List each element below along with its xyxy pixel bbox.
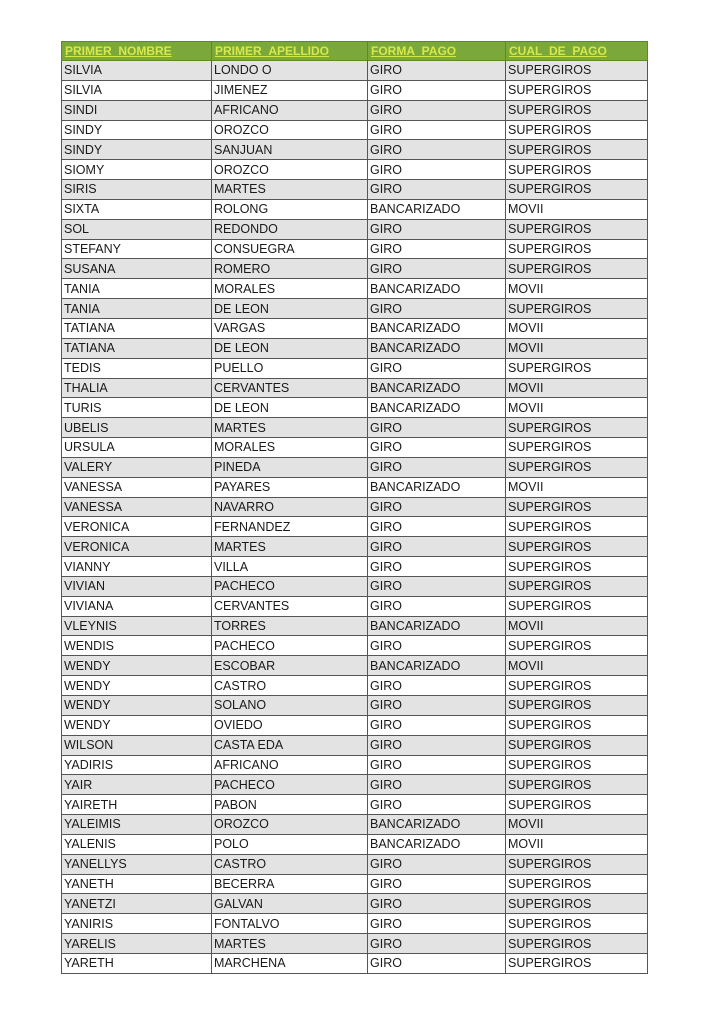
cell-forma-pago: GIRO [368, 100, 506, 120]
cell-primer-apellido: FERNANDEZ [212, 517, 368, 537]
table-row [62, 299, 648, 319]
header-forma-pago: FORMA_PAGO [368, 42, 506, 61]
cell-primer-apellido: ESCOBAR [212, 656, 368, 676]
cell-cual-de-pago: SUPERGIROS [506, 457, 648, 477]
cell-primer-nombre: YALEIMIS [62, 815, 212, 835]
cell-forma-pago: GIRO [368, 576, 506, 596]
cell-forma-pago: GIRO [368, 596, 506, 616]
cell-forma-pago: BANCARIZADO [368, 815, 506, 835]
cell-cual-de-pago: SUPERGIROS [506, 239, 648, 259]
cell-cual-de-pago: SUPERGIROS [506, 894, 648, 914]
table-row [62, 120, 648, 140]
table-row [62, 616, 648, 636]
cell-primer-nombre: WENDY [62, 696, 212, 716]
cell-primer-apellido: PACHECO [212, 775, 368, 795]
cell-primer-apellido: VARGAS [212, 318, 368, 338]
cell-primer-nombre: SILVIA [62, 61, 212, 81]
cell-forma-pago: BANCARIZADO [368, 834, 506, 854]
cell-primer-nombre: YANIRIS [62, 914, 212, 934]
cell-primer-apellido: MORALES [212, 279, 368, 299]
cell-forma-pago: GIRO [368, 676, 506, 696]
cell-primer-nombre: SIRIS [62, 180, 212, 200]
cell-primer-apellido: MARTES [212, 418, 368, 438]
cell-primer-nombre: SINDY [62, 120, 212, 140]
cell-forma-pago: GIRO [368, 418, 506, 438]
cell-primer-apellido: SANJUAN [212, 140, 368, 160]
cell-primer-nombre: YARELIS [62, 934, 212, 954]
cell-cual-de-pago: SUPERGIROS [506, 953, 648, 973]
cell-cual-de-pago: SUPERGIROS [506, 160, 648, 180]
cell-cual-de-pago: MOVII [506, 477, 648, 497]
cell-primer-nombre: WENDY [62, 715, 212, 735]
table-row [62, 61, 648, 81]
cell-cual-de-pago: SUPERGIROS [506, 120, 648, 140]
cell-primer-nombre: TURIS [62, 398, 212, 418]
payment-table [61, 41, 648, 974]
table-row [62, 100, 648, 120]
cell-primer-apellido: FONTALVO [212, 914, 368, 934]
cell-cual-de-pago: SUPERGIROS [506, 755, 648, 775]
cell-primer-apellido: MARCHENA [212, 953, 368, 973]
cell-cual-de-pago: SUPERGIROS [506, 438, 648, 458]
header-primer-nombre: PRIMER_NOMBRE [62, 42, 212, 61]
cell-forma-pago: GIRO [368, 497, 506, 517]
table-row [62, 735, 648, 755]
cell-cual-de-pago: SUPERGIROS [506, 61, 648, 81]
cell-primer-nombre: STEFANY [62, 239, 212, 259]
cell-primer-nombre: YARETH [62, 953, 212, 973]
table-row [62, 676, 648, 696]
cell-forma-pago: GIRO [368, 120, 506, 140]
cell-cual-de-pago: MOVII [506, 378, 648, 398]
cell-cual-de-pago: SUPERGIROS [506, 696, 648, 716]
header-row [62, 42, 648, 61]
cell-primer-nombre: VIANNY [62, 557, 212, 577]
table-row [62, 279, 648, 299]
cell-cual-de-pago: MOVII [506, 279, 648, 299]
cell-primer-apellido: DE LEON [212, 338, 368, 358]
cell-primer-apellido: CONSUEGRA [212, 239, 368, 259]
cell-forma-pago: GIRO [368, 636, 506, 656]
cell-primer-nombre: TATIANA [62, 338, 212, 358]
cell-primer-apellido: VILLA [212, 557, 368, 577]
cell-primer-nombre: SINDY [62, 140, 212, 160]
cell-cual-de-pago: SUPERGIROS [506, 934, 648, 954]
cell-cual-de-pago: SUPERGIROS [506, 537, 648, 557]
table-row [62, 795, 648, 815]
cell-primer-apellido: OROZCO [212, 815, 368, 835]
cell-primer-apellido: ROLONG [212, 199, 368, 219]
cell-forma-pago: BANCARIZADO [368, 398, 506, 418]
cell-primer-nombre: YAIR [62, 775, 212, 795]
cell-primer-nombre: TATIANA [62, 318, 212, 338]
cell-primer-apellido: CASTRO [212, 854, 368, 874]
cell-forma-pago: BANCARIZADO [368, 656, 506, 676]
cell-cual-de-pago: SUPERGIROS [506, 914, 648, 934]
cell-primer-apellido: SOLANO [212, 696, 368, 716]
cell-forma-pago: BANCARIZADO [368, 378, 506, 398]
table-row [62, 576, 648, 596]
cell-primer-apellido: BECERRA [212, 874, 368, 894]
table-row [62, 398, 648, 418]
cell-cual-de-pago: MOVII [506, 199, 648, 219]
cell-cual-de-pago: SUPERGIROS [506, 596, 648, 616]
cell-forma-pago: GIRO [368, 259, 506, 279]
cell-cual-de-pago: SUPERGIROS [506, 636, 648, 656]
cell-cual-de-pago: SUPERGIROS [506, 140, 648, 160]
cell-forma-pago: GIRO [368, 299, 506, 319]
cell-forma-pago: GIRO [368, 557, 506, 577]
cell-primer-apellido: DE LEON [212, 398, 368, 418]
cell-forma-pago: GIRO [368, 517, 506, 537]
cell-forma-pago: GIRO [368, 438, 506, 458]
cell-primer-apellido: OROZCO [212, 160, 368, 180]
cell-primer-nombre: VANESSA [62, 497, 212, 517]
table-row [62, 259, 648, 279]
cell-cual-de-pago: SUPERGIROS [506, 259, 648, 279]
cell-forma-pago: GIRO [368, 715, 506, 735]
table-row [62, 557, 648, 577]
table-body [62, 61, 648, 974]
cell-primer-nombre: WENDIS [62, 636, 212, 656]
cell-cual-de-pago: MOVII [506, 834, 648, 854]
table-row [62, 497, 648, 517]
cell-primer-apellido: POLO [212, 834, 368, 854]
cell-cual-de-pago: SUPERGIROS [506, 180, 648, 200]
cell-cual-de-pago: SUPERGIROS [506, 418, 648, 438]
cell-primer-apellido: REDONDO [212, 219, 368, 239]
cell-cual-de-pago: SUPERGIROS [506, 517, 648, 537]
table-row [62, 160, 648, 180]
cell-primer-nombre: THALIA [62, 378, 212, 398]
cell-cual-de-pago: SUPERGIROS [506, 557, 648, 577]
header-cual-de-pago: CUAL_DE_PAGO [506, 42, 648, 61]
cell-primer-nombre: SIOMY [62, 160, 212, 180]
cell-primer-apellido: PINEDA [212, 457, 368, 477]
cell-primer-nombre: WENDY [62, 656, 212, 676]
cell-primer-nombre: UBELIS [62, 418, 212, 438]
cell-forma-pago: GIRO [368, 894, 506, 914]
cell-cual-de-pago: SUPERGIROS [506, 299, 648, 319]
cell-forma-pago: GIRO [368, 696, 506, 716]
table-row [62, 180, 648, 200]
table-row [62, 318, 648, 338]
cell-primer-apellido: CERVANTES [212, 596, 368, 616]
cell-cual-de-pago: SUPERGIROS [506, 795, 648, 815]
table-row [62, 636, 648, 656]
cell-cual-de-pago: MOVII [506, 616, 648, 636]
cell-primer-nombre: SUSANA [62, 259, 212, 279]
table-row [62, 80, 648, 100]
cell-primer-nombre: YADIRIS [62, 755, 212, 775]
cell-primer-apellido: OVIEDO [212, 715, 368, 735]
cell-primer-apellido: OROZCO [212, 120, 368, 140]
cell-primer-nombre: TEDIS [62, 358, 212, 378]
cell-cual-de-pago: MOVII [506, 656, 648, 676]
cell-forma-pago: GIRO [368, 457, 506, 477]
cell-primer-apellido: CASTA EDA [212, 735, 368, 755]
cell-forma-pago: GIRO [368, 775, 506, 795]
cell-forma-pago: GIRO [368, 755, 506, 775]
table-row [62, 874, 648, 894]
cell-forma-pago: GIRO [368, 874, 506, 894]
cell-primer-nombre: VANESSA [62, 477, 212, 497]
cell-primer-apellido: AFRICANO [212, 755, 368, 775]
cell-forma-pago: GIRO [368, 735, 506, 755]
cell-primer-nombre: VALERY [62, 457, 212, 477]
cell-forma-pago: BANCARIZADO [368, 616, 506, 636]
table-row [62, 438, 648, 458]
table-row [62, 775, 648, 795]
cell-cual-de-pago: SUPERGIROS [506, 497, 648, 517]
cell-cual-de-pago: SUPERGIROS [506, 775, 648, 795]
cell-primer-apellido: JIMENEZ [212, 80, 368, 100]
cell-primer-nombre: SILVIA [62, 80, 212, 100]
cell-forma-pago: BANCARIZADO [368, 477, 506, 497]
cell-primer-apellido: MARTES [212, 934, 368, 954]
cell-cual-de-pago: SUPERGIROS [506, 874, 648, 894]
cell-cual-de-pago: SUPERGIROS [506, 100, 648, 120]
cell-forma-pago: GIRO [368, 914, 506, 934]
table-row [62, 656, 648, 676]
table-row [62, 696, 648, 716]
cell-primer-apellido: MARTES [212, 537, 368, 557]
cell-forma-pago: GIRO [368, 140, 506, 160]
cell-primer-nombre: WILSON [62, 735, 212, 755]
cell-forma-pago: GIRO [368, 180, 506, 200]
cell-primer-nombre: YANELLYS [62, 854, 212, 874]
cell-primer-nombre: WENDY [62, 676, 212, 696]
cell-primer-apellido: MARTES [212, 180, 368, 200]
cell-cual-de-pago: SUPERGIROS [506, 715, 648, 735]
cell-forma-pago: GIRO [368, 239, 506, 259]
cell-primer-nombre: YAIRETH [62, 795, 212, 815]
table-row [62, 815, 648, 835]
cell-cual-de-pago: MOVII [506, 398, 648, 418]
cell-primer-nombre: TANIA [62, 299, 212, 319]
cell-primer-nombre: YANETH [62, 874, 212, 894]
cell-primer-apellido: ROMERO [212, 259, 368, 279]
cell-forma-pago: BANCARIZADO [368, 199, 506, 219]
cell-primer-apellido: LONDO O [212, 61, 368, 81]
header-primer-apellido: PRIMER_APELLIDO [212, 42, 368, 61]
cell-primer-nombre: YALENIS [62, 834, 212, 854]
table-row [62, 338, 648, 358]
table-row [62, 537, 648, 557]
cell-primer-apellido: MORALES [212, 438, 368, 458]
cell-primer-apellido: CERVANTES [212, 378, 368, 398]
cell-cual-de-pago: SUPERGIROS [506, 854, 648, 874]
cell-forma-pago: GIRO [368, 160, 506, 180]
cell-forma-pago: BANCARIZADO [368, 279, 506, 299]
cell-primer-apellido: PUELLO [212, 358, 368, 378]
table-row [62, 517, 648, 537]
cell-forma-pago: GIRO [368, 953, 506, 973]
table-row [62, 596, 648, 616]
cell-primer-apellido: GALVAN [212, 894, 368, 914]
cell-primer-nombre: VIVIAN [62, 576, 212, 596]
cell-cual-de-pago: SUPERGIROS [506, 358, 648, 378]
cell-forma-pago: GIRO [368, 61, 506, 81]
cell-forma-pago: GIRO [368, 795, 506, 815]
cell-primer-nombre: SIXTA [62, 199, 212, 219]
table-row [62, 894, 648, 914]
cell-forma-pago: GIRO [368, 934, 506, 954]
cell-cual-de-pago: SUPERGIROS [506, 576, 648, 596]
cell-forma-pago: GIRO [368, 537, 506, 557]
table-row [62, 199, 648, 219]
cell-primer-nombre: SINDI [62, 100, 212, 120]
cell-primer-apellido: PAYARES [212, 477, 368, 497]
cell-primer-apellido: DE LEON [212, 299, 368, 319]
table-header [62, 42, 648, 61]
cell-cual-de-pago: MOVII [506, 815, 648, 835]
table-row [62, 834, 648, 854]
cell-forma-pago: BANCARIZADO [368, 338, 506, 358]
cell-primer-nombre: VLEYNIS [62, 616, 212, 636]
cell-cual-de-pago: SUPERGIROS [506, 80, 648, 100]
cell-forma-pago: GIRO [368, 358, 506, 378]
table-row [62, 854, 648, 874]
cell-primer-apellido: AFRICANO [212, 100, 368, 120]
table-row [62, 715, 648, 735]
cell-forma-pago: GIRO [368, 854, 506, 874]
table-row [62, 140, 648, 160]
cell-primer-nombre: YANETZI [62, 894, 212, 914]
cell-primer-apellido: TORRES [212, 616, 368, 636]
table-row [62, 219, 648, 239]
cell-forma-pago: BANCARIZADO [368, 318, 506, 338]
cell-primer-nombre: URSULA [62, 438, 212, 458]
cell-primer-nombre: VIVIANA [62, 596, 212, 616]
cell-cual-de-pago: MOVII [506, 318, 648, 338]
table-row [62, 934, 648, 954]
table-row [62, 239, 648, 259]
table-row [62, 914, 648, 934]
cell-primer-nombre: SOL [62, 219, 212, 239]
table-row [62, 457, 648, 477]
cell-primer-apellido: NAVARRO [212, 497, 368, 517]
cell-primer-apellido: PABON [212, 795, 368, 815]
table-row [62, 418, 648, 438]
table-row [62, 378, 648, 398]
table-row [62, 477, 648, 497]
cell-primer-nombre: VERONICA [62, 517, 212, 537]
cell-primer-apellido: PACHECO [212, 576, 368, 596]
table-row [62, 755, 648, 775]
cell-forma-pago: GIRO [368, 219, 506, 239]
table-row [62, 953, 648, 973]
cell-cual-de-pago: SUPERGIROS [506, 219, 648, 239]
cell-cual-de-pago: SUPERGIROS [506, 676, 648, 696]
cell-forma-pago: GIRO [368, 80, 506, 100]
cell-primer-nombre: TANIA [62, 279, 212, 299]
table-row [62, 358, 648, 378]
cell-cual-de-pago: MOVII [506, 338, 648, 358]
cell-cual-de-pago: SUPERGIROS [506, 735, 648, 755]
cell-primer-nombre: VERONICA [62, 537, 212, 557]
cell-primer-apellido: CASTRO [212, 676, 368, 696]
cell-primer-apellido: PACHECO [212, 636, 368, 656]
